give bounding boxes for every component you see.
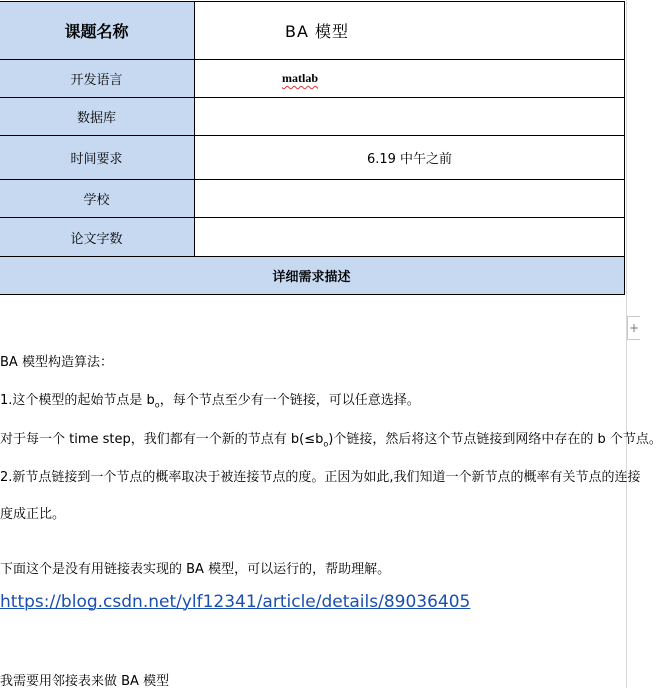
database-label: 数据库 xyxy=(0,98,195,136)
language-label: 开发语言 xyxy=(0,60,195,98)
school-label: 学校 xyxy=(0,180,195,218)
title-value[interactable]: BA 模型 xyxy=(195,2,625,60)
time-value[interactable]: 6.19 中午之前 xyxy=(195,136,625,180)
item1-continuation xyxy=(0,428,662,449)
wordcount-label: 论文字数 xyxy=(0,218,195,257)
section-header: 详细需求描述 xyxy=(0,257,625,295)
item1-subscript: o xyxy=(154,400,160,410)
time-label: 时间要求 xyxy=(0,136,195,180)
item2-line1: 2.新节点链接到一个节点的概率取决于被连接节点的度。正因为如此,我们知道一个新节点的概率有关节点的连接 xyxy=(0,470,641,485)
wordcount-value[interactable] xyxy=(195,218,625,257)
item1-end: ，每个节点至少有一个链接，可以任意选择。 xyxy=(159,393,420,408)
language-value[interactable] xyxy=(195,60,625,98)
database-value[interactable] xyxy=(195,98,625,136)
item1-cont-start: 对于每一个 time step，我们都有一个新的节点有 b(≤b xyxy=(0,432,324,447)
reference-link[interactable]: https://blog.csdn.net/ylf12341/article/details/89036405 xyxy=(0,592,471,612)
title-label: 课题名称 xyxy=(0,2,195,60)
item1-cont-subscript: o xyxy=(323,439,329,449)
expand-plus-icon[interactable]: + xyxy=(627,316,640,340)
item2-line2: 度成正比。 xyxy=(0,507,66,522)
note-text: 下面这个是没有用链接表实现的 BA 模型，可以运行的，帮助理解。 xyxy=(0,562,391,577)
final-text: 我需要用邻接表来做 BA 模型 xyxy=(0,674,170,689)
item1-cont-end: )个链接，然后将这个节点链接到网络中存在的 b 个节点。 xyxy=(328,432,662,447)
school-value[interactable] xyxy=(195,180,625,218)
page-edge-divider xyxy=(626,0,627,688)
item1-start: 1.这个模型的起始节点是 b xyxy=(0,393,155,408)
language-text: matlab xyxy=(282,71,318,85)
item1-text xyxy=(0,389,420,410)
requirements-table xyxy=(0,1,625,295)
algorithm-heading: BA 模型构造算法： xyxy=(0,355,113,370)
